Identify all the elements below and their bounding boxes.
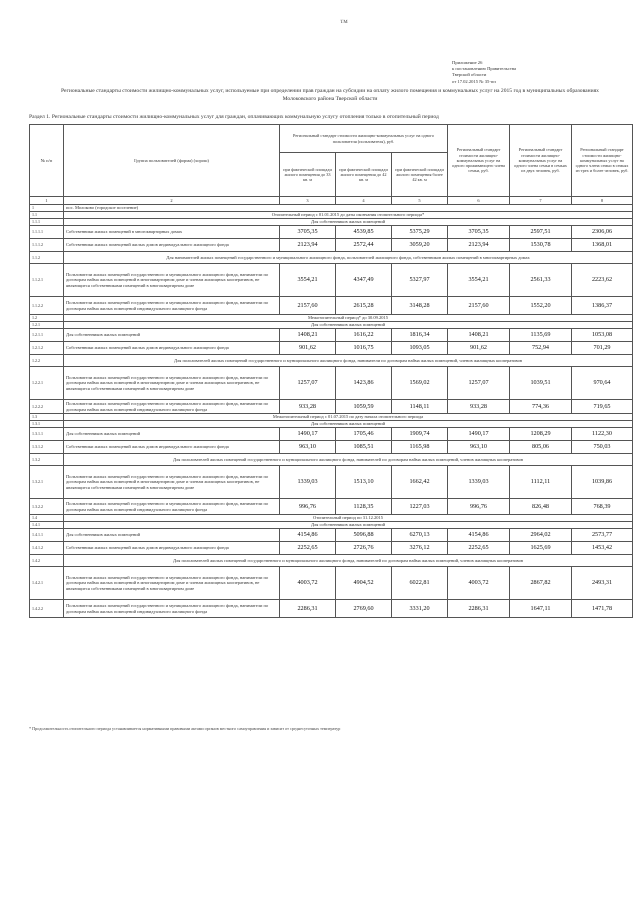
value-cell: 5096,88 <box>336 529 392 542</box>
header-sub1: при фактической площади жилого помещения до 33 кв. м <box>280 153 336 197</box>
table-row <box>30 499 633 515</box>
table-group-row <box>30 315 633 322</box>
value-cell: 1616,22 <box>336 329 392 342</box>
header-sub3: при фактической площади жилого помещения более 42 кв. м <box>392 153 448 197</box>
standards-table <box>29 124 633 618</box>
row-code: 1.4.2.2 <box>30 600 64 618</box>
table-row <box>30 367 633 400</box>
value-cell: 2573,77 <box>572 529 633 542</box>
value-cell: 1085,51 <box>336 441 392 454</box>
row-label: Для собственников жилых помещений <box>64 522 633 529</box>
document-title: Региональные стандарты стоимости жилищно-коммунальных услуг, используемые при определении прав граждан на субсидии на оплату жилого помещения и коммунальных услуг на 2015 год в муниципальных образованиях Молоковского района Тверской области <box>61 88 599 102</box>
column-number: 4 <box>336 197 392 205</box>
header-group-span: Региональный стандарт стоимости жилищно-коммунальных услуг на одного пользователя (пользователя), руб. <box>280 125 448 153</box>
row-code: 1.2.2.1 <box>30 367 64 400</box>
row-label: Межотопительный период* до 30.09.2015 <box>64 315 633 322</box>
value-cell: 2726,76 <box>336 542 392 555</box>
row-code: 1.2.2 <box>30 355 64 367</box>
value-cell: 933,28 <box>280 400 336 414</box>
value-cell: 1530,78 <box>510 239 572 252</box>
value-cell: 4347,49 <box>336 264 392 297</box>
value-cell: 1490,17 <box>448 428 510 441</box>
row-label: Для нанимателей жилых помещений государственного и муниципального жилищного фонда, пользователей жилищного фонда, собственников жилых помещений в многоквартирных домах <box>64 252 633 264</box>
value-cell: 1647,11 <box>510 600 572 618</box>
value-cell: 2252,65 <box>448 542 510 555</box>
value-cell: 805,06 <box>510 441 572 454</box>
header-group: Группа пользователей (форма) (хорош) <box>64 125 280 197</box>
value-cell: 1039,51 <box>510 367 572 400</box>
value-cell: 1016,75 <box>336 342 392 355</box>
table-group-row <box>30 252 633 264</box>
value-cell: 768,39 <box>572 499 633 515</box>
table-row <box>30 567 633 600</box>
value-cell: 901,62 <box>280 342 336 355</box>
value-cell: 1490,17 <box>280 428 336 441</box>
value-cell: 1039,86 <box>572 466 633 499</box>
value-cell: 1423,86 <box>336 367 392 400</box>
value-cell: 2615,28 <box>336 297 392 315</box>
footnote: * Продолжительность отопительного периода устанавливается нормативными правовыми актами органов местного самоуправления и зависит от среднесуточных температур <box>29 726 341 731</box>
table-row <box>30 239 633 252</box>
table-row <box>30 542 633 555</box>
value-cell: 3554,21 <box>448 264 510 297</box>
value-cell: 1122,30 <box>572 428 633 441</box>
row-code: 1.3.1.2 <box>30 441 64 454</box>
value-cell: 1148,11 <box>392 400 448 414</box>
table-row <box>30 466 633 499</box>
value-cell: 1112,11 <box>510 466 572 499</box>
value-cell: 701,29 <box>572 342 633 355</box>
value-cell: 1386,37 <box>572 297 633 315</box>
row-code: 1 <box>30 205 64 212</box>
value-cell: 901,62 <box>448 342 510 355</box>
value-cell: 933,28 <box>448 400 510 414</box>
table-group-row <box>30 555 633 567</box>
value-cell: 1513,10 <box>336 466 392 499</box>
value-cell: 1453,42 <box>572 542 633 555</box>
row-label: Для собственников жилых помещений <box>64 428 280 441</box>
row-code: 1.1.1.1 <box>30 226 64 239</box>
row-code: 1.4.1.1 <box>30 529 64 542</box>
value-cell: 1053,08 <box>572 329 633 342</box>
table-row <box>30 264 633 297</box>
table-group-row <box>30 322 633 329</box>
table-group-row <box>30 212 633 219</box>
value-cell: 2572,44 <box>336 239 392 252</box>
value-cell: 3059,20 <box>392 239 448 252</box>
value-cell: 1625,69 <box>510 542 572 555</box>
row-code: 1.3.2.2 <box>30 499 64 515</box>
value-cell: 1569,02 <box>392 367 448 400</box>
column-number: 6 <box>448 197 510 205</box>
column-number: 2 <box>64 197 280 205</box>
value-cell: 1662,42 <box>392 466 448 499</box>
value-cell: 2561,33 <box>510 264 572 297</box>
value-cell: 1408,21 <box>280 329 336 342</box>
value-cell: 2123,94 <box>448 239 510 252</box>
column-number: 1 <box>30 197 64 205</box>
value-cell: 3705,35 <box>448 226 510 239</box>
value-cell: 2867,82 <box>510 567 572 600</box>
row-code: 1.2.1.2 <box>30 342 64 355</box>
appendix-line: Приложение 26 <box>452 60 483 65</box>
row-code: 1.3.2.1 <box>30 466 64 499</box>
row-code: 1.4.1.2 <box>30 542 64 555</box>
row-label: Для пользователей жилых помещений государственного и муниципального жилищного фонда, наниматели по договорам найма жилых помещений, членов жилищных кооперативов <box>64 355 633 367</box>
row-label: Для собственников жилых помещений <box>64 322 633 329</box>
table-group-row <box>30 205 633 212</box>
table-row <box>30 600 633 618</box>
value-cell: 2493,31 <box>572 567 633 600</box>
value-cell: 2306,06 <box>572 226 633 239</box>
value-cell: 5375,29 <box>392 226 448 239</box>
value-cell: 963,10 <box>448 441 510 454</box>
row-label: Пользователи жилых помещений государственного и муниципального жилищного фонда, наниматели по договорам найма жилых помещений индивидуального жилищного фонда <box>64 297 280 315</box>
row-code: 1.2.2.2 <box>30 400 64 414</box>
value-cell: 4539,85 <box>336 226 392 239</box>
row-label: Собственники жилых помещений в многоквартирных домах <box>64 226 280 239</box>
row-code: 1.2.1.1 <box>30 329 64 342</box>
row-code: 1.1.2.1 <box>30 264 64 297</box>
value-cell: 750,03 <box>572 441 633 454</box>
value-cell: 2223,62 <box>572 264 633 297</box>
row-label: Собственники жилых помещений жилых домов индивидуального жилищного фонда <box>64 542 280 555</box>
row-code: 1.4.2 <box>30 555 64 567</box>
row-label: Пользователи жилых помещений государственного и муниципального жилищного фонда, наниматели по договорам найма жилых помещений в многоквартирном доме и членам жилищных кооперативов, не являющиеся собственниками помещений в многоквартирном доме <box>64 367 280 400</box>
header-num: № п/п <box>30 125 64 197</box>
table-row <box>30 342 633 355</box>
row-code: 1.3.2 <box>30 454 64 466</box>
row-code: 1.2.1 <box>30 322 64 329</box>
value-cell: 1227,03 <box>392 499 448 515</box>
table-group-row <box>30 219 633 226</box>
appendix-line: к постановлению Правительства <box>452 66 516 72</box>
value-cell: 2157,60 <box>280 297 336 315</box>
value-cell: 4003,72 <box>280 567 336 600</box>
table-group-row <box>30 454 633 466</box>
appendix-block <box>452 60 627 85</box>
row-code: 1.2 <box>30 315 64 322</box>
header-col8: Региональный стандарт стоимости жилищно-коммунальных услуг на одного члена семьи в семьях из трех и более человек, руб. <box>572 125 633 197</box>
value-cell: 1093,05 <box>392 342 448 355</box>
appendix-line: Тверской области <box>452 72 487 78</box>
value-cell: 1705,46 <box>336 428 392 441</box>
value-cell: 1552,20 <box>510 297 572 315</box>
value-cell: 1339,03 <box>448 466 510 499</box>
value-cell: 3148,28 <box>392 297 448 315</box>
value-cell: 1208,29 <box>510 428 572 441</box>
value-cell: 1257,07 <box>448 367 510 400</box>
column-number: 5 <box>392 197 448 205</box>
value-cell: 1816,34 <box>392 329 448 342</box>
row-code: 1.1.2 <box>30 252 64 264</box>
value-cell: 970,64 <box>572 367 633 400</box>
value-cell: 963,10 <box>280 441 336 454</box>
value-cell: 1128,35 <box>336 499 392 515</box>
row-code: 1.4 <box>30 515 64 522</box>
row-label: Для пользователей жилых помещений государственного и муниципального жилищного фонда, нанимателей по договорам найма жилых помещений, членов жилищных кооперативов <box>64 454 633 466</box>
row-label: Для собственников жилых помещений <box>64 219 633 226</box>
table-row <box>30 329 633 342</box>
table-row <box>30 400 633 414</box>
row-label: Пользователи жилых помещений государственного и муниципального жилищного фонда, наниматели по договорам найма жилых помещений индивидуального жилищного фонда <box>64 400 280 414</box>
value-cell: 3276,12 <box>392 542 448 555</box>
header-col7: Региональный стандарт стоимости жилищно-коммунальных услуг на одного члена семьи в семьях из двух человек, руб. <box>510 125 572 197</box>
column-number: 7 <box>510 197 572 205</box>
section-heading: Раздел 1. Региональные стандарты стоимости жилищно-коммунальных услуг для граждан, оплачивающих коммунальную услугу отопления только в отопительный период <box>29 114 439 120</box>
row-label: Пользователи жилых помещений государственного и муниципального жилищного фонда, наниматели по договорам найма жилых помещений индивидуального жилищного фонда <box>64 499 280 515</box>
value-cell: 2123,94 <box>280 239 336 252</box>
row-code: 1.4.2.1 <box>30 567 64 600</box>
header-sub2: при фактической площади жилого помещения до 42 кв. м <box>336 153 392 197</box>
value-cell: 2157,60 <box>448 297 510 315</box>
row-label: Пользователи жилых помещений государственного и муниципального жилищного фонда, наниматели по договорам найма жилых помещений индивидуального жилищного фонда <box>64 600 280 618</box>
value-cell: 5327,97 <box>392 264 448 297</box>
table-group-row <box>30 355 633 367</box>
appendix-line: от 17.02.2015 № 35-пп <box>452 78 496 84</box>
row-code: 1.3.1.1 <box>30 428 64 441</box>
table-group-row <box>30 414 633 421</box>
row-label: Отопительный период по 31.12.2015 <box>64 515 633 522</box>
table-row <box>30 428 633 441</box>
value-cell: 1339,03 <box>280 466 336 499</box>
value-cell: 1368,01 <box>572 239 633 252</box>
table-row <box>30 226 633 239</box>
table-group-row <box>30 421 633 428</box>
value-cell: 996,76 <box>448 499 510 515</box>
value-cell: 2769,60 <box>336 600 392 618</box>
value-cell: 1408,21 <box>448 329 510 342</box>
value-cell: 2964,02 <box>510 529 572 542</box>
column-number: 8 <box>572 197 633 205</box>
value-cell: 774,36 <box>510 400 572 414</box>
value-cell: 719,65 <box>572 400 633 414</box>
row-label: Пользователи жилых помещений государственного и муниципального жилищного фонда, наниматели по договорам найма жилых помещений в многоквартирном доме и членам жилищных кооперативов, не являющиеся собственниками помещений в многоквартирном доме <box>64 264 280 297</box>
top-mark: ™ <box>340 18 348 27</box>
value-cell: 2252,65 <box>280 542 336 555</box>
value-cell: 4154,86 <box>280 529 336 542</box>
row-label: Собственники жилых помещений жилых домов индивидуального жилищного фонда <box>64 441 280 454</box>
row-label: Собственники жилых помещений жилых домов индивидуального жилищного фонда <box>64 239 280 252</box>
row-code: 1.4.1 <box>30 522 64 529</box>
value-cell: 4003,72 <box>448 567 510 600</box>
row-label: Для собственников жилых помещений <box>64 329 280 342</box>
value-cell: 1257,07 <box>280 367 336 400</box>
value-cell: 6270,13 <box>392 529 448 542</box>
row-code: 1.1.1.2 <box>30 239 64 252</box>
value-cell: 4154,86 <box>448 529 510 542</box>
table-group-row <box>30 515 633 522</box>
table-body <box>30 205 633 618</box>
value-cell: 996,76 <box>280 499 336 515</box>
value-cell: 752,94 <box>510 342 572 355</box>
value-cell: 6022,81 <box>392 567 448 600</box>
row-code: 1.1.1 <box>30 219 64 226</box>
value-cell: 1909,74 <box>392 428 448 441</box>
value-cell: 1059,59 <box>336 400 392 414</box>
row-label: Для пользователей жилых помещений государственного и муниципального жилищного фонда, нанимателей по договорам найма жилых помещений, членов жилищных кооперативов <box>64 555 633 567</box>
value-cell: 3705,35 <box>280 226 336 239</box>
table-row <box>30 297 633 315</box>
row-label: Собственники жилых помещений жилых домов индивидуального жилищного фонда <box>64 342 280 355</box>
row-code: 1.3.1 <box>30 421 64 428</box>
column-number-row <box>30 197 633 205</box>
row-label: Пользователи жилых помещений государственного и муниципального жилищного фонда, наниматели по договорам найма жилых помещений в многоквартирном доме и членам жилищных кооперативов, не являющиеся собственниками помещений в многоквартирном доме <box>64 567 280 600</box>
value-cell: 3554,21 <box>280 264 336 297</box>
header-col6: Региональный стандарт стоимости жилищно-коммунальных услуг на одного проживающего члена семьи, руб. <box>448 125 510 197</box>
value-cell: 2286,31 <box>448 600 510 618</box>
value-cell: 1135,69 <box>510 329 572 342</box>
value-cell: 826,48 <box>510 499 572 515</box>
row-label: Пользователи жилых помещений государственного и муниципального жилищного фонда, наниматели по договорам найма жилых помещений в многоквартирном доме и членам жилищных кооперативов, не являющиеся собственниками помещений в многоквартирном доме <box>64 466 280 499</box>
value-cell: 1471,78 <box>572 600 633 618</box>
row-code: 1.1 <box>30 212 64 219</box>
row-label: Для собственников жилых помещений <box>64 529 280 542</box>
row-label: Для собственников жилых помещений <box>64 421 633 428</box>
row-label: Отопительный период с 01.01.2015 до даты окончания отопительного периода* <box>64 212 633 219</box>
row-label: пос. Молоково (городское поселение) <box>64 205 633 212</box>
column-number: 3 <box>280 197 336 205</box>
value-cell: 1165,98 <box>392 441 448 454</box>
row-code: 1.3 <box>30 414 64 421</box>
row-label: Межотопительный период с 01.07.2015 по дату начала отопительного периода <box>64 414 633 421</box>
value-cell: 2286,31 <box>280 600 336 618</box>
table-row <box>30 441 633 454</box>
value-cell: 4904,52 <box>336 567 392 600</box>
table-row <box>30 529 633 542</box>
value-cell: 3331,20 <box>392 600 448 618</box>
table-group-row <box>30 522 633 529</box>
value-cell: 2597,51 <box>510 226 572 239</box>
row-code: 1.1.2.2 <box>30 297 64 315</box>
